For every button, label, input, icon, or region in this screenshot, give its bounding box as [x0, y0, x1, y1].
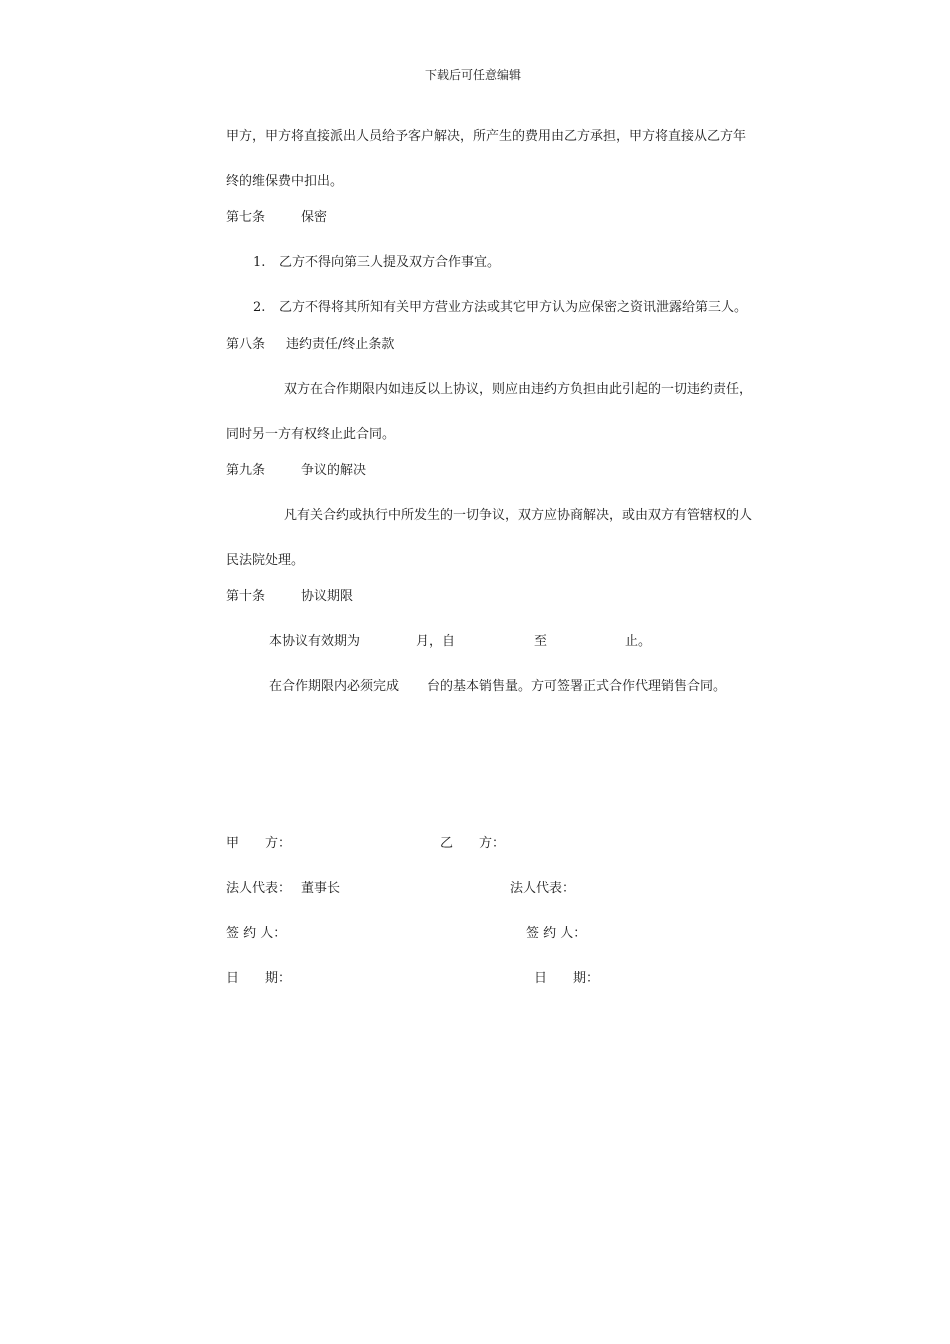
period-text-d: 止。: [625, 634, 652, 649]
article9-title: 争议的解决: [301, 463, 367, 478]
article8-number: 第八条: [226, 337, 266, 352]
party-b-label: 乙 方：: [440, 836, 506, 851]
article9-line1: 凡有关合约或执行中所发生的一切争议，双方应协商解决，或由双方有管辖权的人: [284, 508, 753, 523]
article8-line1: 双方在合作期限内如违反以上协议，则应由违约方负担由此引起的一切违约责任，: [284, 382, 753, 397]
signer-b-label: 签 约 人：: [526, 926, 587, 941]
legal-rep-a-label: 法人代表：: [226, 881, 292, 896]
page-header: 下载后可任意编辑: [425, 68, 522, 82]
date-b-label: 日 期：: [534, 971, 600, 986]
article9-line2: 民法院处理。: [226, 553, 305, 568]
sales-text-b: 台的基本销售量。方可签署正式合作代理销售合同。: [427, 679, 727, 694]
article10-title: 协议期限: [301, 589, 354, 604]
article8-title: 违约责任/终止条款: [286, 337, 395, 352]
article10-number: 第十条: [226, 589, 266, 604]
period-text-c: 至: [534, 634, 548, 649]
article7-title: 保密: [301, 210, 328, 225]
article7-item1-text: 乙方不得向第三人提及双方合作事宜。: [279, 255, 501, 270]
article9-number: 第九条: [226, 463, 266, 478]
sales-text-a: 在合作期限内必须完成: [269, 679, 400, 694]
period-text-a: 本协议有效期为: [269, 634, 361, 649]
article6-line2: 终的维保费中扣出。: [226, 174, 344, 189]
article8-line2: 同时另一方有权终止此合同。: [226, 427, 396, 442]
article7-number: 第七条: [226, 210, 266, 225]
article7-item2-number: 2.: [253, 300, 266, 315]
party-a-label: 甲 方：: [226, 836, 292, 851]
period-text-b: 月，自: [416, 634, 456, 649]
article6-line1: 甲方，甲方将直接派出人员给予客户解决，所产生的费用由乙方承担，甲方将直接从乙方年: [226, 129, 747, 144]
legal-rep-a-value: 董事长: [301, 881, 341, 896]
date-a-label: 日 期：: [226, 971, 292, 986]
article7-item1-number: 1.: [253, 255, 266, 270]
legal-rep-b-label: 法人代表：: [510, 881, 576, 896]
article7-item2-text: 乙方不得将其所知有关甲方营业方法或其它甲方认为应保密之资讯泄露给第三人。: [279, 300, 748, 315]
signer-a-label: 签 约 人：: [226, 926, 287, 941]
